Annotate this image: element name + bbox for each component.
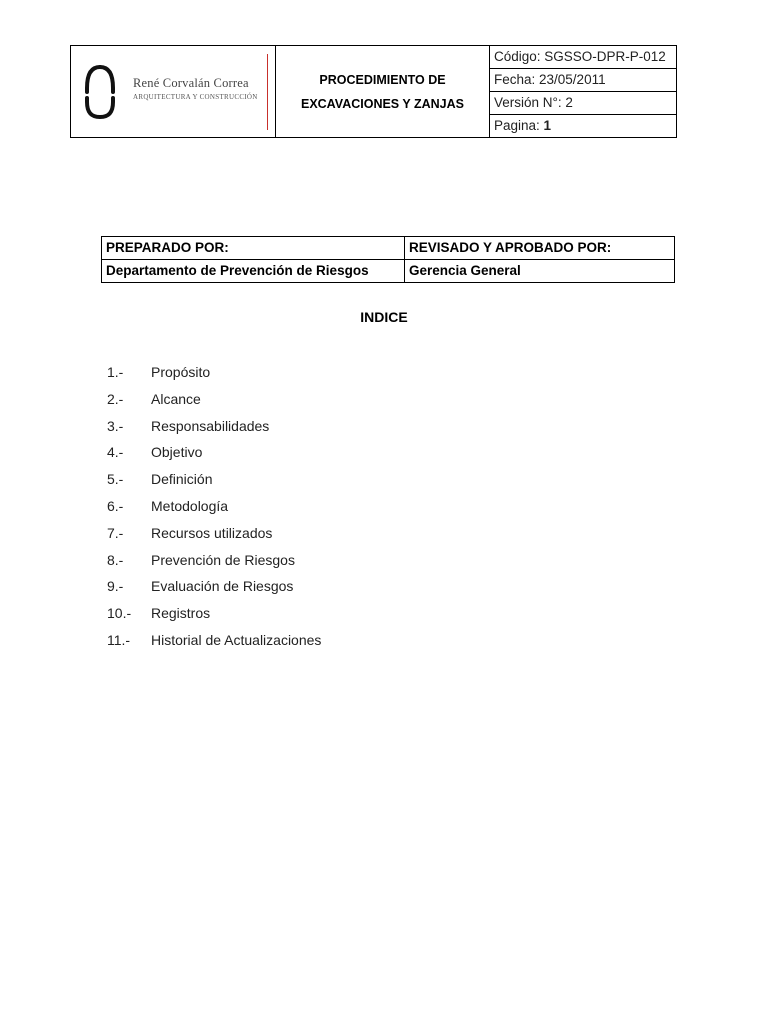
toc-item-label: Prevención de Riesgos bbox=[151, 551, 295, 568]
toc-item-label: Definición bbox=[151, 471, 213, 488]
toc-item bbox=[107, 576, 321, 603]
toc-item-number: 2.- bbox=[107, 390, 124, 407]
toc-item-number: 3.- bbox=[107, 417, 124, 434]
toc-item bbox=[107, 496, 321, 523]
toc-item-label: Evaluación de Riesgos bbox=[151, 578, 294, 595]
company-logo bbox=[71, 46, 275, 137]
fecha-field: Fecha: 23/05/2011 bbox=[490, 69, 677, 92]
toc-item bbox=[107, 389, 321, 416]
document-title bbox=[276, 46, 490, 138]
pagina-label: Pagina: bbox=[494, 118, 544, 133]
toc-item-number: 5.- bbox=[107, 471, 124, 488]
toc-item-label: Propósito bbox=[151, 364, 211, 380]
toc-item-number: 8.- bbox=[107, 551, 124, 568]
toc-item-number: 6.- bbox=[107, 497, 124, 514]
toc-item bbox=[107, 630, 321, 657]
approval-table bbox=[101, 236, 675, 283]
toc-item-number: 4.- bbox=[107, 444, 124, 461]
toc-item-label: Historial de Actualizaciones bbox=[151, 631, 322, 648]
toc-item-number: 10.- bbox=[107, 605, 132, 622]
reviewed-value: Gerencia General bbox=[405, 260, 675, 283]
toc-item-number: 9.- bbox=[107, 578, 124, 595]
logo-cell bbox=[71, 46, 276, 138]
codigo-field: Código: SGSSO-DPR-P-012 bbox=[490, 46, 677, 69]
logo-mark-icon bbox=[83, 64, 117, 120]
toc-item bbox=[107, 469, 321, 496]
toc-item bbox=[107, 523, 321, 550]
toc-item bbox=[107, 603, 321, 630]
pagina-field bbox=[490, 115, 677, 138]
document-header bbox=[70, 45, 677, 138]
toc-item-number: 7.- bbox=[107, 524, 124, 541]
toc-item-label: Registros bbox=[151, 605, 211, 622]
toc-item-label: Objetivo bbox=[151, 444, 203, 461]
title-line-1: PROCEDIMIENTO DE bbox=[319, 72, 446, 87]
toc-item-number: 1.- bbox=[107, 364, 124, 380]
index-title: INDICE bbox=[360, 309, 408, 325]
toc-item bbox=[107, 550, 321, 577]
version-field: Versión N°: 2 bbox=[490, 92, 677, 115]
toc-item-label: Recursos utilizados bbox=[151, 524, 273, 541]
toc-item bbox=[107, 442, 321, 469]
prepared-value: Departamento de Prevención de Riesgos bbox=[102, 260, 405, 283]
toc-item bbox=[107, 362, 321, 389]
prepared-label: PREPARADO POR: bbox=[102, 237, 405, 260]
company-name: René Corvalán Correa bbox=[133, 76, 249, 90]
toc-item-number: 11.- bbox=[107, 631, 131, 648]
company-subtitle: ARQUITECTURA Y CONSTRUCCIÓN bbox=[133, 93, 258, 101]
toc-item bbox=[107, 416, 321, 443]
reviewed-label: REVISADO Y APROBADO POR: bbox=[405, 237, 675, 260]
logo-accent-line bbox=[267, 54, 268, 130]
toc-item-label: Responsabilidades bbox=[151, 417, 270, 434]
table-of-contents bbox=[107, 362, 321, 657]
toc-item-label: Alcance bbox=[151, 390, 201, 407]
toc-item-label: Metodología bbox=[151, 497, 229, 514]
pagina-value: 1 bbox=[543, 118, 552, 133]
title-line-2: EXCAVACIONES Y ZANJAS bbox=[300, 96, 464, 111]
